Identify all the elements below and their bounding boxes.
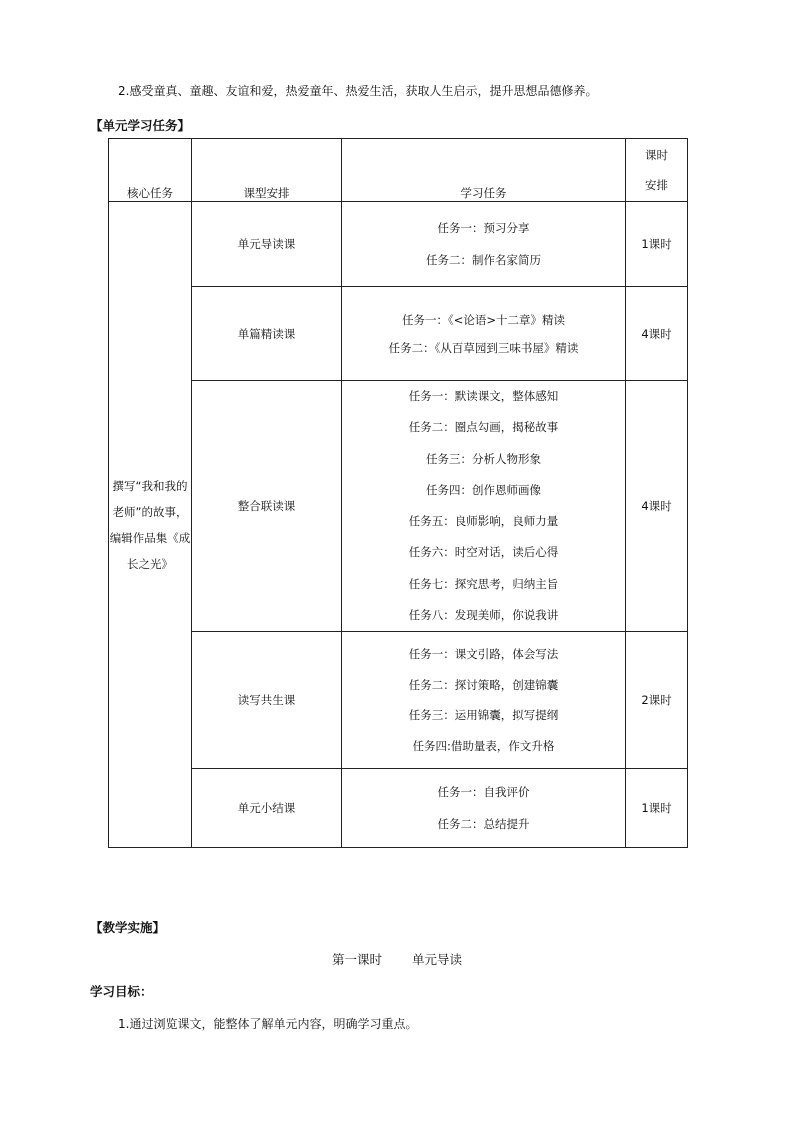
hours-cell: 1课时 <box>626 202 688 287</box>
course-type-cell: 整合联读课 <box>192 381 342 632</box>
hours-cell: 2课时 <box>626 632 688 769</box>
task-item: 任务三：运用锦囊，拟写提纲 <box>408 708 559 723</box>
lesson-period: 第一课时 <box>332 952 383 967</box>
task-item: 任务七：探究思考，归纳主旨 <box>408 576 559 591</box>
table-row <box>109 287 688 381</box>
unit-task-table <box>108 138 688 848</box>
course-type-cell: 单元导读课 <box>192 202 342 287</box>
course-type-cell: 单元小结课 <box>192 769 342 848</box>
task-item: 任务六：时空对话，读后心得 <box>408 545 559 560</box>
table-row <box>109 769 688 848</box>
learning-tasks-cell <box>342 202 626 287</box>
learning-goals-heading: 学习目标： <box>90 984 153 999</box>
lesson-name: 单元导读 <box>412 952 463 967</box>
header-hours-line1: 课时 <box>645 148 668 162</box>
table-row <box>109 632 688 769</box>
task-item: 任务一：自我评价 <box>437 785 530 800</box>
objective-line-2: 2.感受童真、童趣、友谊和爱，热爱童年、热爱生活，获取人生启示，提升思想品德修养。 <box>118 84 598 98</box>
learning-goal-item: 1.通过浏览课文，能整体了解单元内容，明确学习重点。 <box>118 1017 418 1031</box>
course-type-cell: 单篇精读课 <box>192 287 342 381</box>
hours-cell: 4课时 <box>626 287 688 381</box>
task-item: 任务一：默读课文，整体感知 <box>408 389 559 403</box>
header-core-task: 核心任务 <box>109 139 192 202</box>
task-item: 任务二：制作名家简历 <box>426 253 541 267</box>
header-hours <box>626 139 688 202</box>
learning-tasks-cell <box>342 287 626 381</box>
unit-task-heading: 【单元学习任务】 <box>90 118 191 133</box>
header-learning-tasks: 学习任务 <box>342 139 626 202</box>
learning-tasks-cell <box>342 632 626 769</box>
hours-cell: 4课时 <box>626 381 688 632</box>
task-item: 任务二：圈点勾画，揭秘故事 <box>408 420 559 435</box>
header-course-type: 课型安排 <box>192 139 342 202</box>
task-item: 任务一：《<论语>十二章》精读 <box>401 312 566 327</box>
task-item: 任务二：总结提升 <box>437 817 530 832</box>
course-type-cell: 读写共生课 <box>192 632 342 769</box>
implementation-heading: 【教学实施】 <box>90 920 166 935</box>
header-hours-line2: 安排 <box>645 178 668 192</box>
task-item: 任务一：预习分享 <box>437 221 530 235</box>
table-row <box>109 202 688 287</box>
hours-cell: 1课时 <box>626 769 688 848</box>
lesson-title <box>332 950 462 968</box>
learning-tasks-cell <box>342 769 626 848</box>
task-item: 任务四:借助量表，作文升格 <box>412 738 555 753</box>
task-item: 任务五：良师影响，良师力量 <box>408 514 559 529</box>
core-task-cell: 撰写“我和我的老师”的故事，编辑作品集《成长之光》 <box>109 202 192 848</box>
task-item: 任务二：《从百草园到三味书屋》精读 <box>388 340 579 355</box>
task-item: 任务一：课文引路，体会写法 <box>408 647 559 662</box>
table-row <box>109 381 688 632</box>
learning-tasks-cell <box>342 381 626 632</box>
task-item: 任务二：探讨策略，创建锦囊 <box>408 677 559 692</box>
table-header-row <box>109 139 688 202</box>
task-item: 任务八：发现美师，你说我讲 <box>408 608 559 623</box>
task-item: 任务四：创作恩师画像 <box>426 482 541 497</box>
task-item: 任务三：分析人物形象 <box>426 451 541 466</box>
